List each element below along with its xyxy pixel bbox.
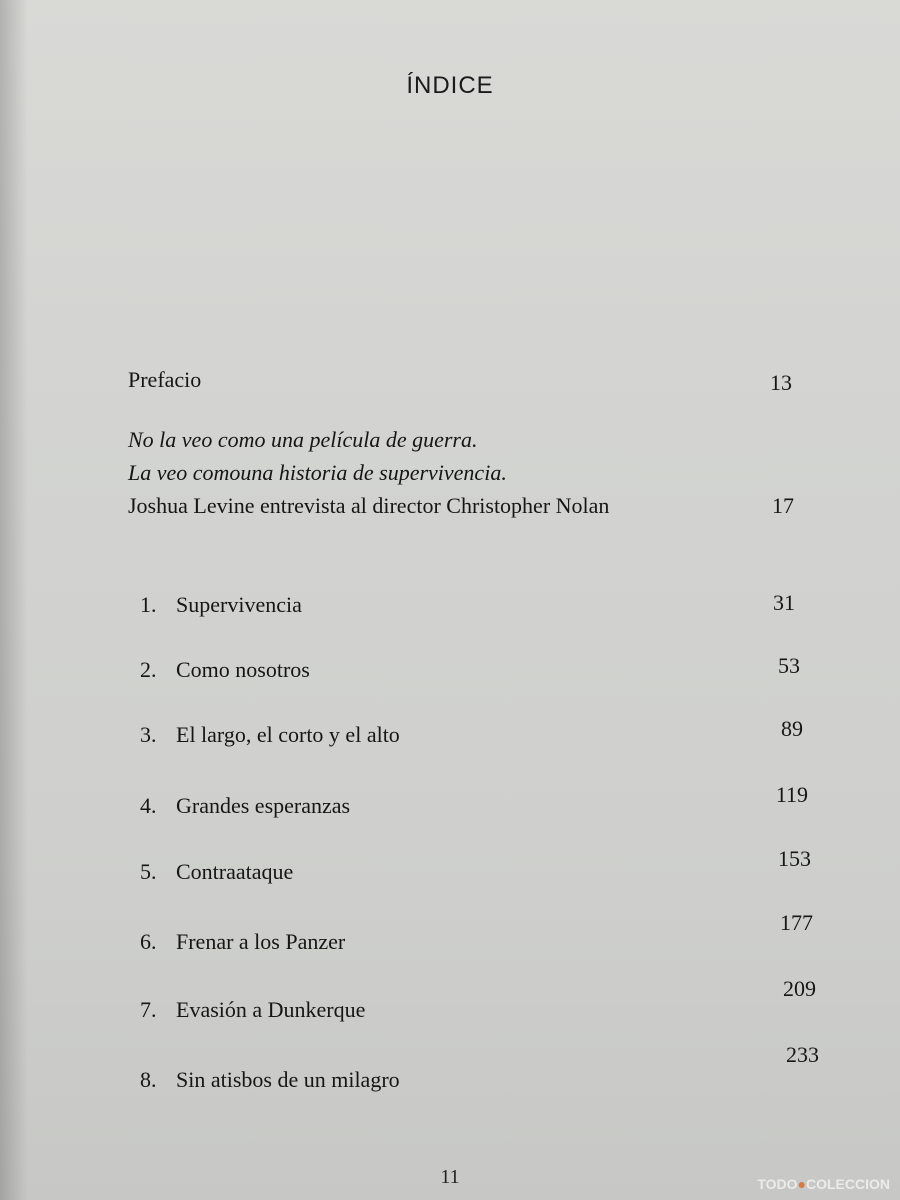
page-folio: 11 [440, 1166, 460, 1188]
preface-page: 13 [770, 370, 792, 395]
watermark-prefix: TODO [757, 1176, 798, 1192]
chapter-title: Contraataque [176, 859, 294, 884]
interview-page: 17 [772, 493, 794, 518]
chapter-number: 4. [140, 793, 157, 818]
chapter-title: El largo, el corto y el alto [176, 722, 400, 747]
chapter-title: Grandes esperanzas [176, 793, 351, 818]
interview-line-2: La veo comouna historia de supervivencia. [128, 460, 507, 485]
chapter-number: 7. [140, 997, 157, 1022]
chapter-number: 5. [140, 859, 157, 884]
page-title: ÍNDICE [406, 72, 494, 99]
chapter-title: Como nosotros [176, 657, 310, 682]
page-edge-shadow [0, 0, 28, 1200]
watermark-dot: ● [797, 1176, 806, 1192]
preface-label: Prefacio [128, 367, 202, 392]
chapter-number: 2. [140, 657, 157, 682]
chapter-page: 53 [778, 653, 800, 678]
interview-line-1: No la veo como una película de guerra. [128, 427, 478, 452]
chapter-number: 6. [140, 929, 157, 954]
chapter-title: Evasión a Dunkerque [176, 997, 366, 1022]
watermark [757, 1176, 890, 1192]
chapter-page: 177 [780, 910, 813, 935]
chapter-number: 1. [140, 592, 157, 617]
chapter-page: 233 [786, 1042, 819, 1067]
chapter-page: 89 [781, 716, 803, 741]
chapter-number: 3. [140, 722, 157, 747]
chapter-page: 153 [778, 846, 811, 871]
chapter-page: 209 [783, 976, 816, 1001]
interview-line-3: Joshua Levine entrevista al director Christopher Nolan [128, 493, 610, 518]
watermark-suffix: COLECCION [806, 1176, 890, 1192]
chapter-number: 8. [140, 1067, 157, 1092]
chapter-title: Sin atisbos de un milagro [176, 1067, 400, 1092]
chapter-page: 31 [773, 590, 795, 615]
chapter-title: Frenar a los Panzer [176, 929, 346, 954]
chapter-page: 119 [775, 782, 808, 807]
chapter-title: Supervivencia [176, 592, 302, 617]
